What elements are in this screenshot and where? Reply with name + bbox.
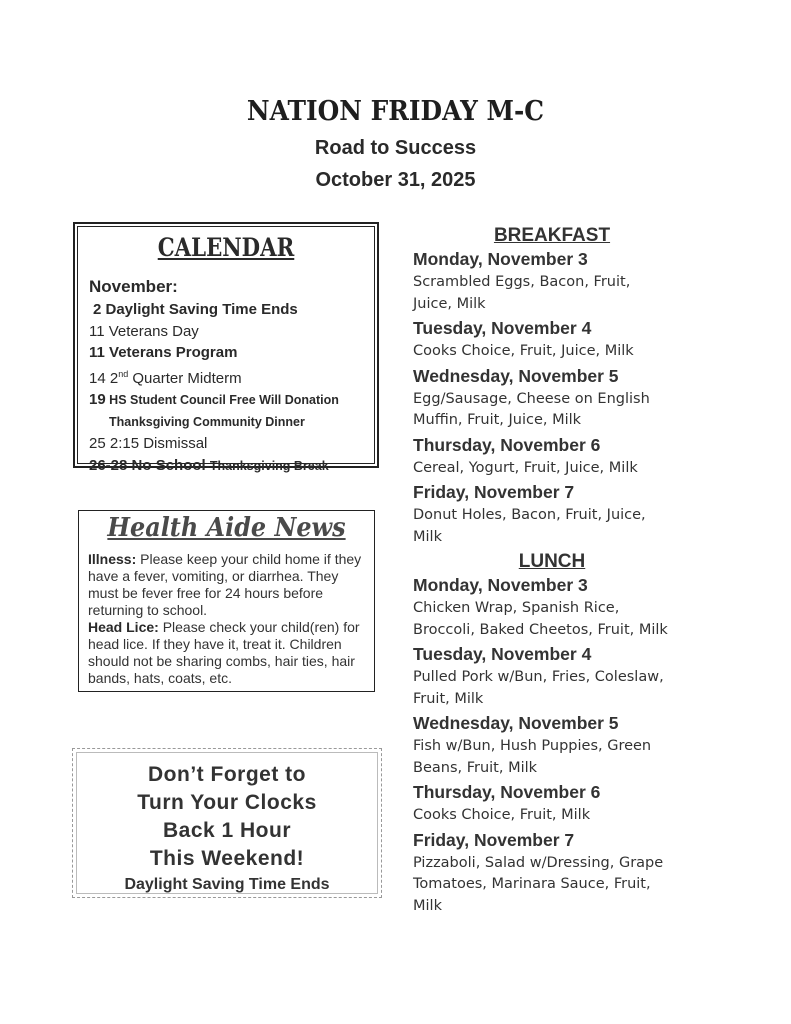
breakfast-items xyxy=(413,341,753,363)
menu-column xyxy=(413,224,753,919)
calendar-list xyxy=(89,275,368,477)
calendar-box xyxy=(73,222,379,474)
lunch-day: Friday, November 7 xyxy=(413,829,575,850)
breakfast-title: BREAKFAST xyxy=(493,225,611,246)
menu-line: Egg/Sausage, Cheese on English xyxy=(413,390,650,407)
lunch-day: Tuesday, November 4 xyxy=(413,644,592,664)
menu-line: Scrambled Eggs, Bacon, Fruit, xyxy=(413,274,631,290)
head-lice-label: Head Lice: xyxy=(88,619,159,635)
clock-reminder-line: This Weekend! xyxy=(149,847,305,870)
menu-line: Muffin, Fruit, Juice, Milk xyxy=(413,412,582,428)
calendar-item-text: -Thanksgiving Break xyxy=(205,458,329,473)
illness-text: Please keep your child home if they have a fever, vomiting, or diarrhea. They must be fever free for 24 hours before returning to school. xyxy=(88,551,362,618)
calendar-item-date: 26-28 No School xyxy=(89,456,206,474)
clock-reminder-line: Don’t Forget to xyxy=(148,763,306,786)
calendar-item: Thanksgiving Community Dinner xyxy=(109,414,305,429)
page-subtitle: Road to Success xyxy=(314,137,477,159)
menu-line: Fish w/Bun, Hush Puppies, Green xyxy=(413,738,652,754)
menu-line: Milk xyxy=(413,897,442,914)
calendar-item-text: 14 2 xyxy=(89,369,119,387)
menu-line: Beans, Fruit, Milk xyxy=(413,759,538,776)
page-date: October 31, 2025 xyxy=(315,169,476,191)
clock-reminder-line: Turn Your Clocks xyxy=(137,791,317,814)
breakfast-day: Friday, November 7 xyxy=(413,482,575,502)
calendar-item-text: Quarter Midterm xyxy=(128,369,242,387)
lunch-items xyxy=(413,736,753,779)
menu-line: Milk xyxy=(413,528,442,545)
lunch-day: Thursday, November 6 xyxy=(413,782,601,802)
calendar-month: November: xyxy=(89,277,178,296)
calendar-item-text: HS Student Council Free Will Donation xyxy=(105,393,339,407)
calendar-item-sup: nd xyxy=(118,368,129,379)
clock-reminder-text xyxy=(73,761,381,896)
menu-line: Pizzaboli, Salad w/Dressing, Grape xyxy=(413,854,664,871)
menu-line: Cereal, Yogurt, Fruit, Juice, Milk xyxy=(413,459,638,476)
breakfast-items xyxy=(413,389,753,432)
breakfast-day: Monday, November 3 xyxy=(413,249,588,269)
calendar-item: 11 Veterans Program xyxy=(89,344,238,361)
breakfast-items xyxy=(413,272,753,315)
head-lice-text: Please check your child(ren) for head lice. If they have it, treat it. Children should not be sharing combs, hair ties, hair bands, hats, coats, etc. xyxy=(88,619,360,686)
lunch-day: Monday, November 3 xyxy=(413,575,588,595)
clock-reminder-sub: Daylight Saving Time Ends xyxy=(124,876,330,893)
health-aide-box xyxy=(78,510,375,692)
calendar-item: 11 Veterans Day xyxy=(89,322,199,340)
menu-line: Fruit, Milk xyxy=(413,690,484,707)
menu-line: Pulled Pork w/Bun, Fries, Coleslaw, xyxy=(413,669,664,685)
breakfast-day: Thursday, November 6 xyxy=(413,434,601,455)
lunch-items xyxy=(413,598,753,641)
menu-line: Tomatoes, Marinara Sauce, Fruit, xyxy=(413,876,651,892)
calendar-item xyxy=(89,455,368,478)
breakfast-day: Wednesday, November 5 xyxy=(413,365,619,386)
calendar-item: 25 2:15 Dismissal xyxy=(89,435,208,452)
calendar-item xyxy=(89,389,368,412)
breakfast-items xyxy=(413,458,753,480)
lunch-title: LUNCH xyxy=(518,551,586,572)
page-title: NATION FRIDAY M-C xyxy=(246,96,545,127)
clock-reminder-line: Back 1 Hour xyxy=(162,819,292,842)
lunch-items xyxy=(413,667,753,710)
breakfast-day: Tuesday, November 4 xyxy=(413,318,592,338)
menu-line: Juice, Milk xyxy=(413,295,486,312)
calendar-title: CALENDAR xyxy=(157,233,295,262)
calendar-item xyxy=(89,364,368,390)
lunch-day: Wednesday, November 5 xyxy=(413,713,619,733)
calendar-item: 2 Daylight Saving Time Ends xyxy=(93,301,298,318)
health-aide-title: Health Aide News xyxy=(107,513,346,543)
menu-line: Cooks Choice, Fruit, Juice, Milk xyxy=(413,343,634,359)
menu-line: Broccoli, Baked Cheetos, Fruit, Milk xyxy=(413,621,668,638)
menu-line: Donut Holes, Bacon, Fruit, Juice, xyxy=(413,507,646,523)
clock-reminder-box xyxy=(72,748,382,898)
illness-label: Illness: xyxy=(88,551,137,567)
lunch-items xyxy=(413,853,753,918)
lunch-items xyxy=(413,805,753,827)
menu-line: Cooks Choice, Fruit, Milk xyxy=(413,807,591,823)
breakfast-items xyxy=(413,505,753,548)
health-aide-body xyxy=(88,551,368,687)
calendar-item-date: 19 xyxy=(89,391,106,408)
menu-line: Chicken Wrap, Spanish Rice, xyxy=(413,600,620,616)
